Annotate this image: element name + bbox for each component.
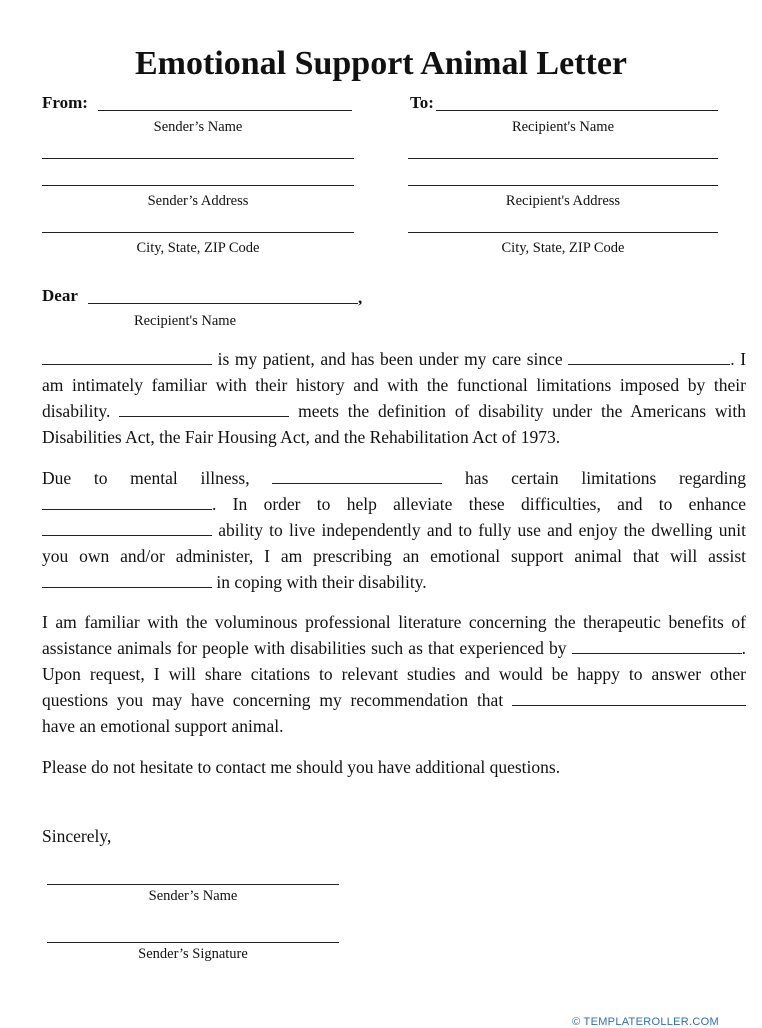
recipient-city-line[interactable] [408,232,718,233]
recipient-name-line[interactable] [436,110,718,111]
paragraph-1-text-d: meets the definition of disability under the Americans with Disabilities Act, the Fair Housing Act, and the Rehabilitation Act of 1973. [42,401,747,447]
recipient-address-caption: Recipient's Address [505,193,621,209]
signature-line[interactable] [47,942,339,943]
patient-name-blank-3[interactable] [272,465,442,484]
sender-address-line-2[interactable] [42,185,354,186]
dear-label: Dear [42,286,78,305]
salutation-recipient-caption: Recipient's Name [133,313,237,329]
paragraph-2-text-a: Due to mental illness, [42,468,250,488]
paragraph-1 [42,346,746,450]
from-label: From: [42,93,88,112]
sender-city-line[interactable] [42,232,354,233]
paragraph-1-text-c: I am intimately familiar with their history and with the functional limitations imposed by their disability. [42,349,747,421]
footer-brand[interactable]: © TEMPLATEROLLER.COM [572,1016,719,1028]
patient-name-blank[interactable] [42,346,212,365]
to-label: To: [410,93,434,112]
patient-name-blank-6[interactable] [572,635,742,654]
signature-name-line[interactable] [47,884,339,885]
sender-name-line[interactable] [98,110,352,111]
paragraph-4: Please do not hesitate to contact me should you have additional questions. [42,757,561,777]
document-title: Emotional Support Animal Letter [134,45,628,82]
paragraph-2-text-e: in coping with their disability. [216,572,427,592]
recipient-address-line-2[interactable] [408,185,718,186]
salutation-name-line[interactable] [88,303,358,304]
salutation-comma: , [358,288,363,307]
recipient-address-line-1[interactable] [408,158,718,159]
paragraph-2-text-b: has certain limitations regarding [465,468,747,488]
patient-name-blank-4[interactable] [42,517,212,536]
sender-name-caption: Sender’s Name [153,119,243,135]
paragraph-3-text-a: I am familiar with the voluminous professional literature concerning the therapeutic benefits of assistance animals for people with disabilities such as that experienced by [42,612,746,658]
paragraph-3-text-b: . Upon request, I will share citations to relevant studies and would be happy to answer other questions you may have concerning my recommendation that [42,638,746,710]
limitations-blank[interactable] [42,491,212,510]
paragraph-3-text-c: have an emotional support animal. [42,716,284,736]
sender-address-caption: Sender’s Address [147,193,249,209]
paragraph-2-text-d: ability to live independently and to fully use and enjoy the dwelling unit you own and/or administer, I am prescribing an emotional support animal that will assist [42,520,746,566]
signature-caption: Sender’s Signature [138,946,248,962]
paragraph-2 [42,465,746,595]
recipient-city-caption: City, State, ZIP Code [501,240,625,256]
patient-name-blank-2[interactable] [119,398,289,417]
sender-city-caption: City, State, ZIP Code [136,240,260,256]
paragraph-2-text-c: . In order to help alleviate these difficulties, and to enhance [212,494,746,514]
paragraph-1-text-a: is my patient, and has been under my care since [217,349,563,369]
sender-address-line-1[interactable] [42,158,354,159]
paragraph-3 [42,609,746,739]
recipient-name-caption: Recipient's Name [511,119,615,135]
care-since-date-blank[interactable] [568,346,730,365]
paragraph-1-text-b: . [730,349,735,369]
patient-name-blank-5[interactable] [42,569,212,588]
signature-name-caption: Sender’s Name [148,888,238,904]
closing: Sincerely, [42,826,112,846]
patient-name-blank-7[interactable] [512,687,746,706]
